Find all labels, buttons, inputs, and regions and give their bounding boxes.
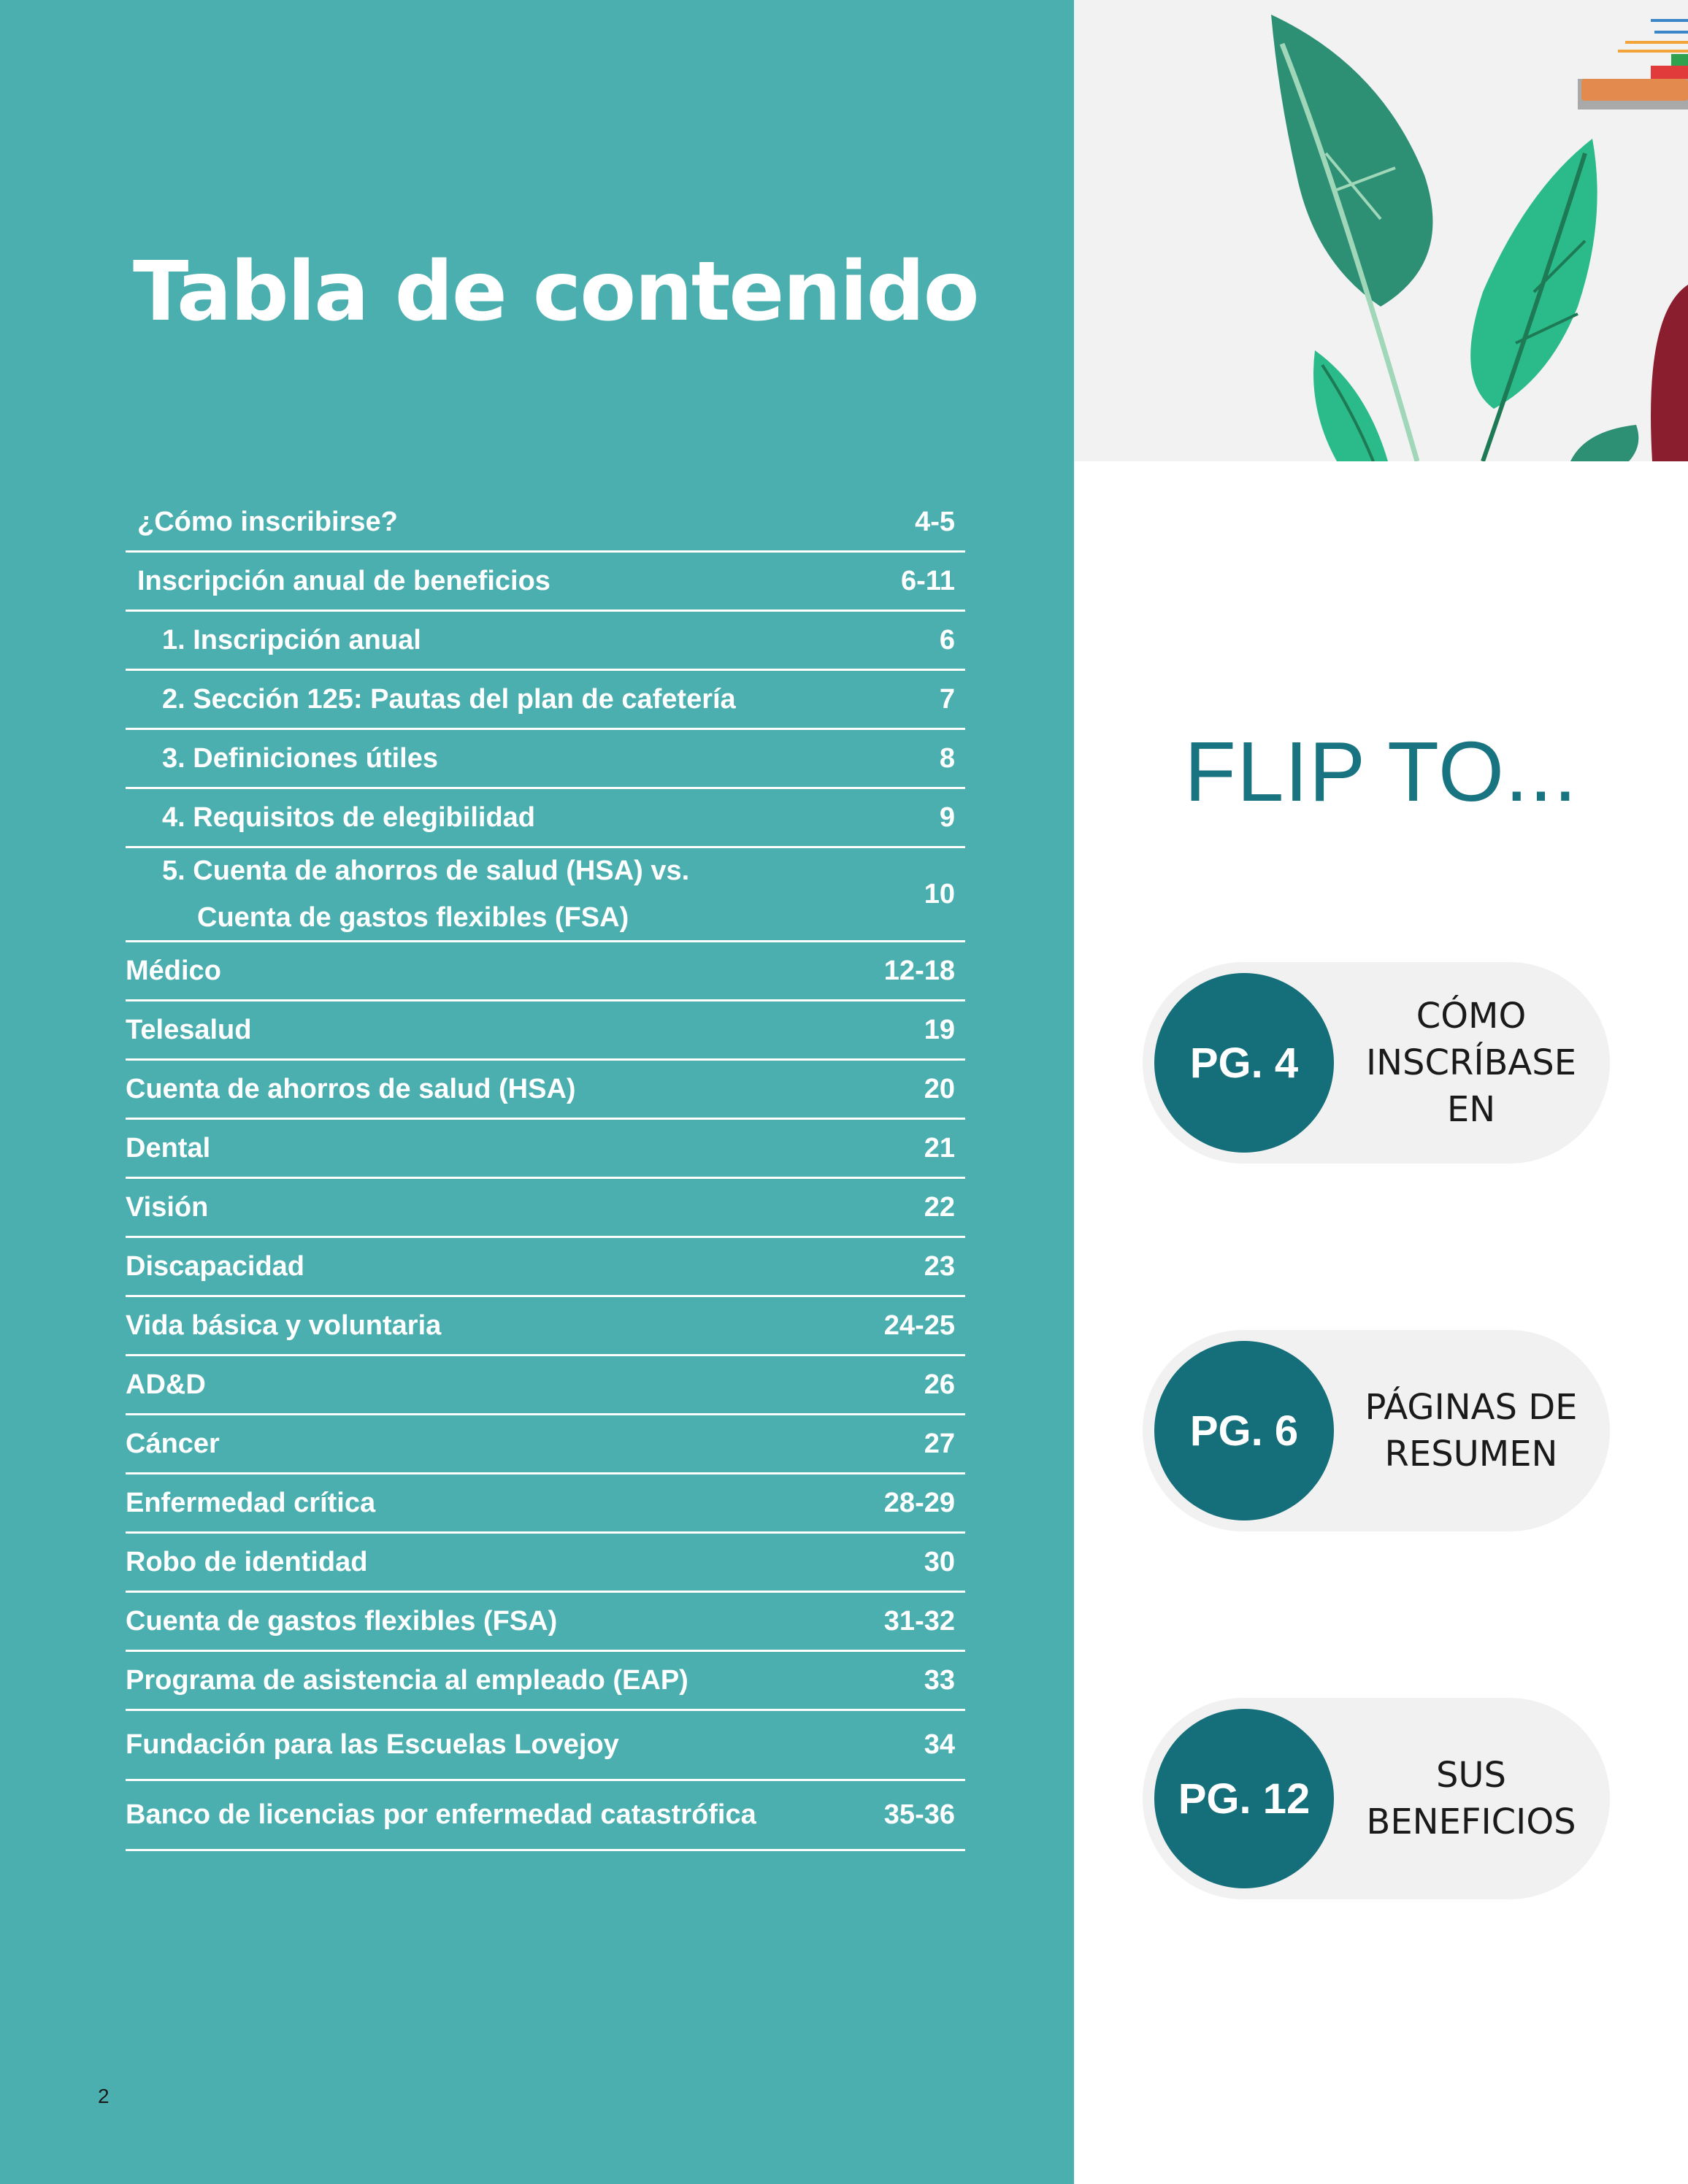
toc-page: 23 — [924, 1250, 955, 1282]
toc-entry-disability[interactable] — [126, 1238, 965, 1297]
toc-entry-eligibility[interactable] — [126, 789, 965, 848]
toc-entry-definitions[interactable] — [126, 730, 965, 789]
caption-line: INSCRÍBASE — [1365, 1042, 1577, 1083]
toc-page: 33 — [924, 1664, 955, 1696]
page-badge: PG. 12 — [1154, 1709, 1334, 1888]
toc-entry-eap[interactable] — [126, 1652, 965, 1711]
dark-leaf — [1271, 15, 1432, 307]
flip-card-enroll[interactable] — [1143, 962, 1610, 1164]
card-caption — [1340, 1698, 1603, 1899]
toc-page: 22 — [924, 1191, 955, 1223]
toc-label: Médico — [126, 955, 221, 986]
page-title: Tabla de contenido — [133, 245, 978, 339]
toc-page: 35-36 — [883, 1799, 955, 1830]
toc-label: Cuenta de gastos flexibles (FSA) — [126, 1605, 558, 1637]
toc-label: Cáncer — [126, 1428, 220, 1459]
toc-entry-fsa[interactable] — [126, 1593, 965, 1652]
toc-entry-how-to-enroll[interactable] — [126, 493, 965, 553]
toc-entry-cancer[interactable] — [126, 1415, 965, 1474]
toc-label: Visión — [126, 1191, 209, 1223]
toc-label-line2: Cuenta de gastos flexibles (FSA) — [197, 902, 629, 933]
toc-label: Discapacidad — [126, 1250, 304, 1282]
toc-label — [126, 847, 870, 941]
toc-page: 27 — [924, 1428, 955, 1459]
plant-leaves-image — [1074, 0, 1688, 461]
toc-label: 4. Requisitos de elegibilidad — [162, 801, 535, 833]
toc-label: 3. Definiciones útiles — [162, 742, 438, 774]
book-green — [1671, 54, 1688, 66]
book-orange — [1581, 79, 1688, 101]
page-number: 2 — [98, 2085, 110, 2107]
table-of-contents — [126, 493, 965, 1851]
toc-label: AD&D — [126, 1369, 206, 1400]
caption-line: BENEFICIOS — [1366, 1802, 1576, 1842]
flip-to-heading: FLIP TO... — [1184, 724, 1578, 819]
toc-entry-foundation[interactable] — [126, 1711, 965, 1781]
bottom-leaf — [1570, 425, 1638, 461]
book-red — [1651, 66, 1688, 79]
toc-page: 30 — [924, 1546, 955, 1577]
toc-label: Fundación para las Escuelas Lovejoy — [126, 1729, 619, 1760]
toc-entry-critical-illness[interactable] — [126, 1474, 965, 1534]
toc-entry-life[interactable] — [126, 1297, 965, 1356]
toc-label: ¿Cómo inscribirse? — [137, 506, 398, 537]
flip-card-summary[interactable] — [1143, 1330, 1610, 1531]
toc-page: 21 — [924, 1132, 955, 1164]
toc-label: 1. Inscripción anual — [162, 624, 421, 655]
caption-line: SUS — [1435, 1755, 1507, 1796]
leaf-illustration — [1074, 0, 1688, 461]
caption-line: CÓMO — [1416, 996, 1527, 1037]
toc-page: 20 — [924, 1073, 955, 1104]
toc-label: 2. Sección 125: Pautas del plan de cafetería — [162, 683, 736, 715]
toc-page: 12-18 — [883, 955, 955, 986]
toc-label: Programa de asistencia al empleado (EAP) — [126, 1664, 688, 1696]
toc-label: Telesalud — [126, 1014, 252, 1045]
toc-page: 6-11 — [901, 565, 955, 596]
toc-page: 24-25 — [883, 1310, 955, 1341]
toc-page: 31-32 — [883, 1605, 955, 1637]
toc-page: 19 — [924, 1014, 955, 1045]
toc-page: 9 — [939, 801, 955, 833]
toc-page: 10 — [924, 878, 955, 910]
toc-entry-dental[interactable] — [126, 1120, 965, 1179]
toc-page: 34 — [924, 1729, 955, 1760]
toc-page: 6 — [939, 624, 955, 655]
toc-entry-annual-enrollment[interactable] — [126, 553, 965, 612]
toc-label: Enfermedad crítica — [126, 1487, 376, 1518]
caption-line: RESUMEN — [1384, 1434, 1558, 1474]
toc-label: Dental — [126, 1132, 211, 1164]
toc-label: Inscripción anual de beneficios — [137, 565, 550, 596]
toc-label-line1: 5. Cuenta de ahorros de salud (HSA) vs. — [162, 855, 690, 886]
toc-entry-add[interactable] — [126, 1356, 965, 1415]
flip-card-benefits[interactable] — [1143, 1698, 1610, 1899]
toc-page: 4-5 — [915, 506, 955, 537]
toc-page: 26 — [924, 1369, 955, 1400]
toc-entry-vision[interactable] — [126, 1179, 965, 1238]
card-caption — [1340, 1330, 1603, 1531]
page-badge: PG. 4 — [1154, 973, 1334, 1153]
caption-line: EN — [1446, 1089, 1496, 1130]
toc-label: Cuenta de ahorros de salud (HSA) — [126, 1073, 576, 1104]
toc-entry-telehealth[interactable] — [126, 1001, 965, 1061]
toc-label: Banco de licencias por enfermedad catastrófica — [126, 1799, 756, 1830]
burgundy-leaf — [1651, 285, 1688, 461]
toc-page: 28-29 — [883, 1487, 955, 1518]
card-caption — [1340, 962, 1603, 1164]
page-badge: PG. 6 — [1154, 1341, 1334, 1520]
toc-label: Robo de identidad — [126, 1546, 368, 1577]
toc-entry-sick-leave-bank[interactable] — [126, 1781, 965, 1851]
toc-entry-hsa[interactable] — [126, 1061, 965, 1120]
toc-entry-medical[interactable] — [126, 942, 965, 1001]
toc-entry-section-125[interactable] — [126, 671, 965, 730]
caption-line: PÁGINAS DE — [1365, 1387, 1578, 1428]
toc-page: 8 — [939, 742, 955, 774]
toc-entry-hsa-vs-fsa[interactable] — [126, 848, 965, 942]
toc-page: 7 — [939, 683, 955, 715]
toc-label: Vida básica y voluntaria — [126, 1310, 442, 1341]
toc-entry-annual-enrollment-sub[interactable] — [126, 612, 965, 671]
toc-entry-identity-theft[interactable] — [126, 1534, 965, 1593]
